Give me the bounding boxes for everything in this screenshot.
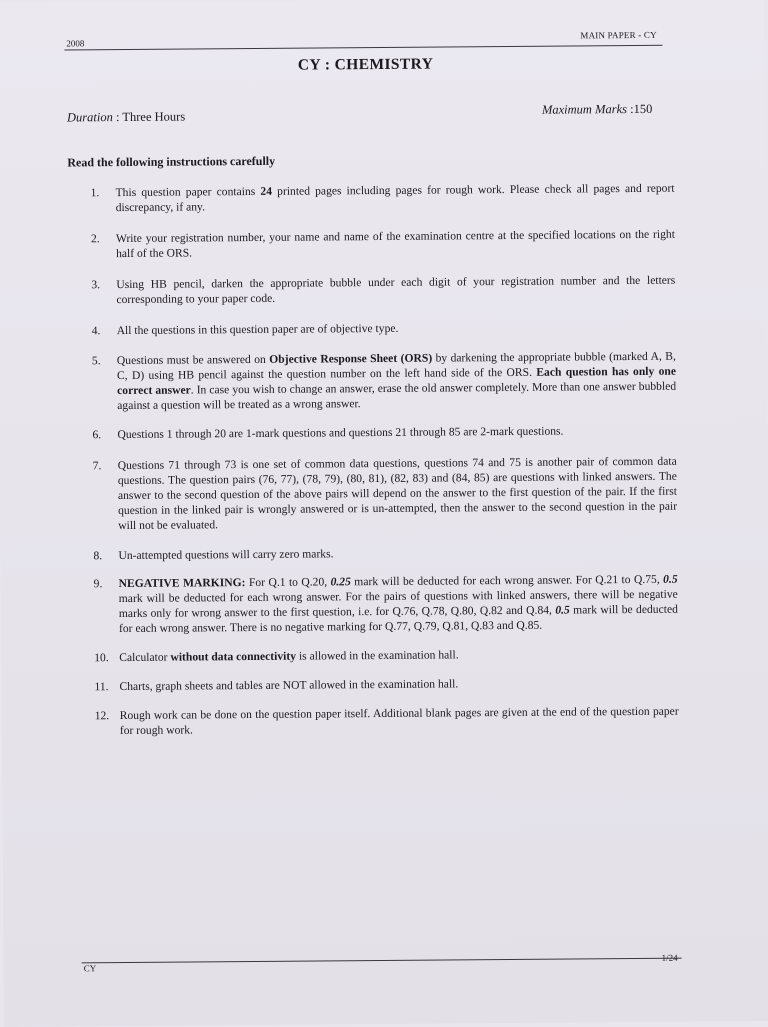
instruction-number: 7.: [92, 459, 102, 473]
instruction-item: 6. Questions 1 through 20 are 1-mark questions and questions 21 through 85 are 2-mark questions.: [92, 424, 564, 442]
footer-code: CY: [83, 963, 97, 974]
marks-value: :150: [630, 101, 653, 117]
instruction-number: 9.: [93, 577, 103, 591]
duration: [67, 110, 185, 126]
instruction-number: 10.: [94, 651, 109, 665]
marks-label: Maximum Marks: [541, 102, 628, 117]
instruction-item: 1. This question paper contains 24 printed pages including pages for rough work. Please check all pages and report discrepancy, if any.: [90, 181, 675, 215]
duration-label: Duration: [66, 110, 113, 125]
instructions-list: [91, 181, 679, 739]
instruction-item: 3. Using HB pencil, darken the appropriate bubble under each digit of your registration number and the letters corresponding to your paper code.: [91, 273, 676, 307]
instruction-item: 12. Rough work can be done on the question paper itself. Additional blank pages are given at the end of the question paper for rough work.: [94, 704, 679, 738]
instruction-item: 7. Questions 71 through 73 is one set of common data questions, questions 74 and 75 is another pair of common data questions. The question pairs (76, 77), (78, 79), (80, 81), (82, 83) and (84, 85) are questions with linked answers. The answer to the second question of the above pairs will depend on the answer to the first question of the pair. If the first question in the linked pair is wrongly answered or is un-attempted, then the answer to the second question in the pair will not be evaluated.: [92, 454, 678, 533]
instruction-number: 8.: [93, 549, 103, 563]
instruction-number: 4.: [91, 324, 101, 338]
header-divider: [64, 45, 662, 51]
instruction-number: 12.: [94, 709, 110, 723]
page-number: 1/24: [661, 952, 678, 963]
instruction-item: 5. Questions must be answered on Objective Response Sheet (ORS) by darkening the appropriate bubble (marked A, B, C, D) using HB pencil against the question number on the left hand side of the ORS. Each question has only one correct answer. In case you wish to change an answer, erase the old answer completely. More than one answer bubbled against a question will be treated as a wrong answer.: [91, 349, 677, 413]
instruction-number: 5.: [91, 354, 101, 368]
header-year: 2008: [66, 38, 85, 49]
header-paper-code: MAIN PAPER - CY: [580, 29, 657, 41]
footer-divider: [82, 958, 682, 964]
page-title: CY : CHEMISTRY: [297, 55, 434, 74]
duration-value: : Three Hours: [115, 109, 186, 125]
instruction-number: 3.: [91, 278, 101, 292]
instruction-item: 11. Charts, graph sheets and tables are NOT allowed in the examination hall.: [94, 677, 459, 694]
maximum-marks: [542, 102, 653, 118]
instruction-item: 10. Calculator without data connectivity is allowed in the examination hall.: [94, 648, 459, 665]
instructions-heading: Read the following instructions carefully: [67, 153, 276, 170]
instruction-number: 1.: [90, 186, 100, 200]
instruction-number: 2.: [90, 232, 100, 246]
instruction-item: 2. Write your registration number, your name and name of the examination centre at the specified locations on the right half of the ORS.: [90, 227, 675, 261]
instruction-item: 4. All the questions in this question paper are of objective type.: [91, 321, 399, 338]
instruction-item: 9. NEGATIVE MARKING: For Q.1 to Q.20, 0.25 mark will be deducted for each wrong answer. For Q.21 to Q.75, 0.5 mark will be deducted for each wrong answer. For the pairs of questions with linked answers, there will be negative marks only for wrong answer to the first question, i.e. for Q.76, Q.78, Q.80, Q.82 and Q.84, 0.5 mark will be deducted for each wrong answer. There is no negative marking for Q.77, Q.79, Q.81, Q.83 and Q.85.: [93, 572, 678, 636]
instruction-number: 6.: [92, 428, 102, 442]
instruction-item: 8. Un-attempted questions will carry zero marks.: [93, 547, 334, 563]
instruction-number: 11.: [94, 680, 109, 694]
